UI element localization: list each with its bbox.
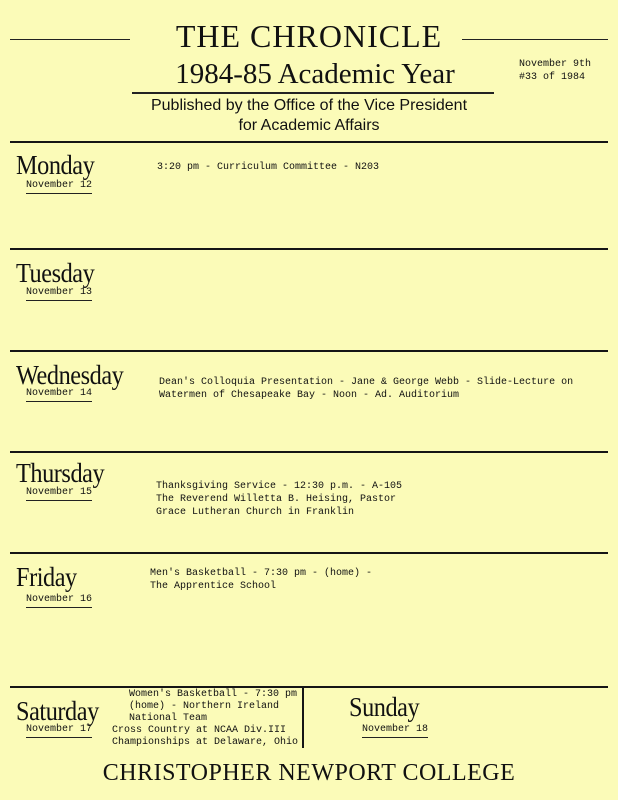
event-saturday-2: (home) - Northern Ireland	[129, 701, 280, 712]
event-saturday-4: Cross Country at NCAA Div.III	[112, 725, 287, 736]
divider-thursday	[10, 451, 608, 453]
day-name-tuesday: Tuesday	[16, 258, 95, 288]
divider-weekend	[10, 686, 608, 688]
date-monday: November 12	[26, 180, 92, 194]
event-thursday-3: Grace Lutheran Church in Franklin	[156, 507, 355, 518]
day-name-monday: Monday	[16, 150, 95, 180]
event-friday-1: Men's Basketball - 7:30 pm - (home) -	[150, 568, 373, 579]
date-tuesday: November 13	[26, 287, 92, 301]
academic-year-underline	[132, 92, 494, 94]
divider-friday	[10, 552, 608, 554]
date-friday: November 16	[26, 594, 92, 608]
event-saturday-1: Women's Basketball - 7:30 pm	[129, 689, 298, 700]
publisher-line-1: Published by the Office of the Vice President	[150, 97, 468, 114]
day-name-thursday: Thursday	[16, 458, 105, 488]
day-name-saturday: Saturday	[16, 696, 99, 726]
college-name: CHRISTOPHER NEWPORT COLLEGE	[102, 760, 516, 786]
issue-date: November 9th	[519, 59, 592, 70]
event-monday-1: 3:20 pm - Curriculum Committee - N203	[157, 162, 380, 173]
event-saturday-5: Championships at Delaware, Ohio	[112, 737, 299, 748]
day-name-friday: Friday	[16, 562, 77, 592]
event-wednesday-1: Dean's Colloquia Presentation - Jane & George Webb - Slide-Lecture on	[159, 377, 574, 388]
divider-wednesday	[10, 350, 608, 352]
date-thursday: November 15	[26, 487, 92, 501]
event-saturday-3: National Team	[129, 713, 208, 724]
weekend-column-divider	[302, 686, 304, 748]
date-saturday: November 17	[26, 724, 92, 738]
divider-monday	[10, 141, 608, 143]
event-thursday-1: Thanksgiving Service - 12:30 p.m. - A-105	[156, 481, 403, 492]
date-sunday: November 18	[362, 724, 428, 738]
publisher-line-2: for Academic Affairs	[238, 117, 380, 134]
divider-tuesday	[10, 248, 608, 250]
event-thursday-2: The Reverend Willetta B. Heising, Pastor	[156, 494, 397, 505]
day-name-wednesday: Wednesday	[16, 360, 124, 390]
day-name-sunday: Sunday	[349, 692, 420, 722]
date-wednesday: November 14	[26, 388, 92, 402]
event-wednesday-2: Watermen of Chesapeake Bay - Noon - Ad. Auditorium	[159, 390, 460, 401]
issue-number: #33 of 1984	[519, 72, 586, 83]
academic-year: 1984-85 Academic Year	[175, 58, 455, 90]
event-friday-2: The Apprentice School	[150, 581, 277, 592]
newsletter-title: THE CHRONICLE	[175, 18, 443, 54]
